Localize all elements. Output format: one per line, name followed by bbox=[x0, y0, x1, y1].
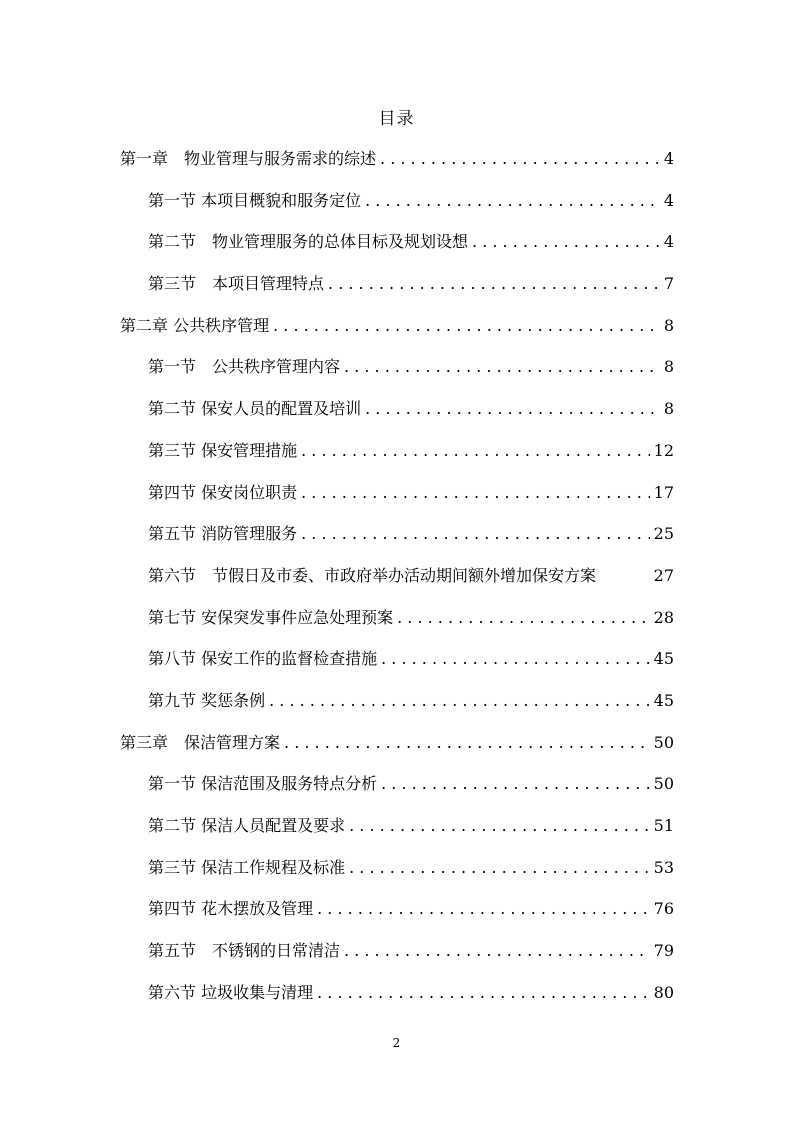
dot-leader bbox=[365, 395, 660, 423]
dot-leader bbox=[328, 270, 660, 298]
dot-leader bbox=[344, 937, 650, 965]
toc-entry-label: 第五节 消防管理服务 bbox=[148, 524, 298, 544]
dot-leader bbox=[273, 312, 660, 340]
toc-entry-page: 45 bbox=[653, 649, 674, 669]
dot-leader bbox=[381, 645, 650, 673]
toc-section-entry[interactable] bbox=[120, 520, 674, 562]
toc-entry-page: 8 bbox=[663, 357, 674, 377]
toc-entry-page: 50 bbox=[653, 732, 674, 752]
dot-leader bbox=[301, 479, 650, 507]
toc-entry-label: 第二节 保洁人员配置及要求 bbox=[148, 816, 346, 835]
toc-entry-label: 第一节 本项目概貌和服务定位 bbox=[148, 190, 362, 210]
dot-leader bbox=[365, 187, 660, 215]
toc-chapter-entry[interactable] bbox=[120, 145, 674, 187]
toc-entry-page: 8 bbox=[663, 399, 674, 419]
toc-section-entry[interactable] bbox=[120, 645, 674, 687]
toc-entry-label: 第五节 不锈钢的日常清洁 bbox=[148, 941, 341, 961]
table-of-contents bbox=[120, 145, 674, 1020]
dot-leader bbox=[317, 895, 650, 923]
toc-title: 目录 bbox=[378, 109, 415, 129]
toc-section-entry[interactable] bbox=[120, 979, 674, 1021]
toc-entry-label: 第一章 物业管理与服务需求的综述 bbox=[120, 149, 377, 168]
toc-entry-page: 50 bbox=[653, 774, 674, 794]
toc-section-entry[interactable] bbox=[120, 562, 674, 604]
toc-entry-page: 79 bbox=[653, 941, 674, 961]
toc-chapter-entry[interactable] bbox=[120, 312, 674, 354]
toc-entry-label: 第八节 保安工作的监督检查措施 bbox=[148, 649, 378, 669]
toc-entry-label: 第一节 公共秩序管理内容 bbox=[148, 357, 341, 377]
toc-entry-page: 17 bbox=[653, 482, 674, 502]
toc-entry-page: 51 bbox=[653, 816, 674, 835]
toc-entry-page: 80 bbox=[653, 982, 674, 1002]
toc-section-entry[interactable] bbox=[120, 687, 674, 729]
toc-section-entry[interactable] bbox=[120, 437, 674, 479]
toc-entry-label: 第四节 花木摆放及管理 bbox=[148, 899, 314, 919]
toc-entry-page: 28 bbox=[653, 607, 674, 627]
toc-entry-label: 第三节 保安管理措施 bbox=[148, 440, 298, 460]
toc-section-entry[interactable] bbox=[120, 228, 674, 270]
dot-leader bbox=[472, 228, 660, 256]
toc-entry-page: 53 bbox=[653, 857, 674, 877]
toc-entry-label: 第九节 奖惩条例 bbox=[148, 690, 266, 710]
toc-section-entry[interactable] bbox=[120, 770, 674, 812]
toc-section-entry[interactable] bbox=[120, 937, 674, 979]
toc-chapter-entry[interactable] bbox=[120, 729, 674, 771]
dot-leader bbox=[269, 687, 650, 715]
dot-leader bbox=[317, 979, 650, 1007]
toc-entry-page: 7 bbox=[663, 274, 674, 294]
toc-section-entry[interactable] bbox=[120, 479, 674, 521]
toc-entry-label: 第六节 节假日及市委、市政府举办活动期间额外增加保安方案 bbox=[148, 565, 597, 585]
toc-entry-page: 8 bbox=[663, 315, 674, 335]
toc-entry-page: 4 bbox=[663, 149, 674, 168]
toc-entry-label: 第三节 本项目管理特点 bbox=[148, 274, 325, 294]
toc-entry-label: 第二章 公共秩序管理 bbox=[120, 315, 270, 335]
dot-leader bbox=[301, 520, 650, 548]
toc-entry-label: 第四节 保安岗位职责 bbox=[148, 482, 298, 502]
toc-entry-page: 12 bbox=[653, 440, 674, 460]
toc-entry-page: 45 bbox=[653, 690, 674, 710]
dot-leader bbox=[344, 353, 660, 381]
toc-entry-label: 第二节 物业管理服务的总体目标及规划设想 bbox=[148, 232, 469, 252]
toc-section-entry[interactable] bbox=[120, 187, 674, 229]
toc-section-entry[interactable] bbox=[120, 812, 674, 854]
toc-entry-page: 4 bbox=[663, 232, 674, 252]
dot-leader bbox=[381, 770, 650, 798]
dot-leader bbox=[349, 854, 650, 882]
toc-entry-label: 第七节 安保突发事件应急处理预案 bbox=[148, 607, 394, 627]
dot-leader bbox=[397, 604, 650, 632]
dot-leader bbox=[301, 437, 650, 465]
dot-leader bbox=[284, 729, 650, 757]
toc-entry-label: 第二节 保安人员的配置及培训 bbox=[148, 399, 362, 419]
toc-entry-label: 第三章 保洁管理方案 bbox=[120, 732, 281, 752]
toc-entry-page: 25 bbox=[653, 524, 674, 544]
toc-section-entry[interactable] bbox=[120, 854, 674, 896]
toc-section-entry[interactable] bbox=[120, 270, 674, 312]
toc-entry-page: 4 bbox=[663, 190, 674, 210]
toc-section-entry[interactable] bbox=[120, 395, 674, 437]
toc-section-entry[interactable] bbox=[120, 604, 674, 646]
toc-entry-page: 27 bbox=[653, 565, 674, 585]
toc-entry-label: 第六节 垃圾收集与清理 bbox=[148, 982, 314, 1002]
toc-entry-label: 第一节 保洁范围及服务特点分析 bbox=[148, 774, 378, 794]
toc-entry-page: 76 bbox=[653, 899, 674, 919]
toc-section-entry[interactable] bbox=[120, 353, 674, 395]
dot-leader bbox=[380, 145, 660, 173]
dot-leader bbox=[349, 812, 650, 840]
toc-entry-label: 第三节 保洁工作规程及标准 bbox=[148, 857, 346, 877]
toc-section-entry[interactable] bbox=[120, 895, 674, 937]
page-number: 2 bbox=[392, 1036, 401, 1050]
